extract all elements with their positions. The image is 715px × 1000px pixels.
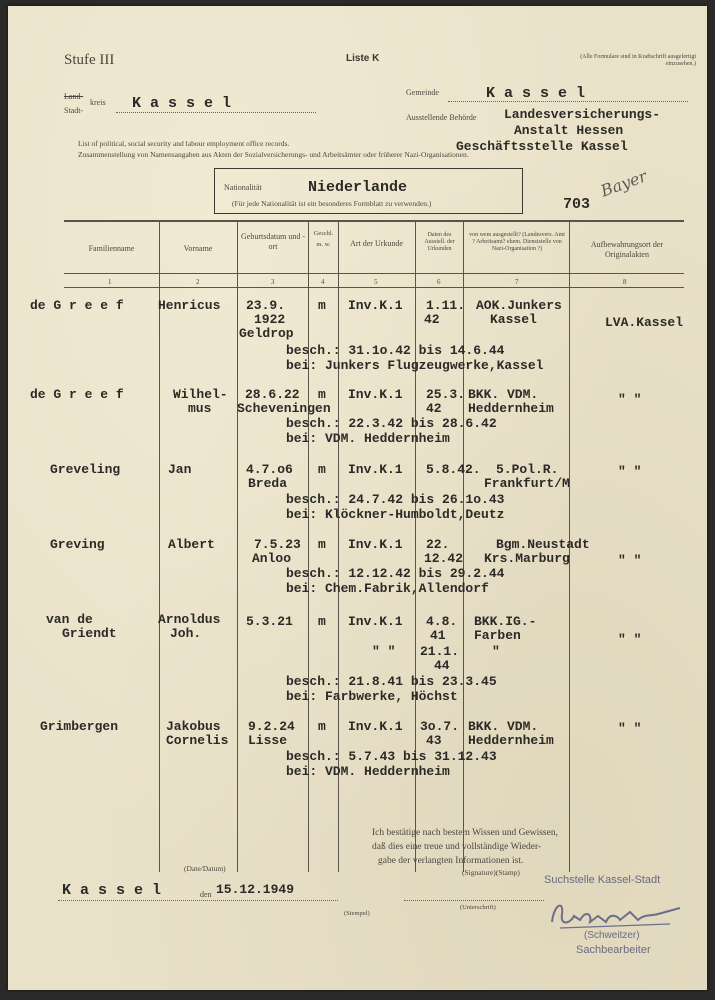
col-number-2: 2 xyxy=(196,278,200,286)
document-sheet xyxy=(8,6,707,990)
issuer: BKK. VDM. xyxy=(468,387,539,402)
footer-place: K a s s e l xyxy=(62,882,162,899)
table-header-rule xyxy=(64,273,684,274)
stufe-label: Stufe III xyxy=(64,52,115,68)
storage-location: " " xyxy=(618,553,642,568)
birth-date: 7.5.23 xyxy=(254,537,301,552)
col-number-4: 4 xyxy=(321,278,325,286)
employer: bei: VDM. Heddernheim xyxy=(286,764,450,779)
given-name: Albert xyxy=(168,537,215,552)
issue-date: 1.11. xyxy=(426,298,466,313)
document-type: Inv.K.1 xyxy=(348,537,403,552)
table-number-rule xyxy=(64,287,684,288)
storage-location: " " xyxy=(618,632,642,647)
land-label: Land- xyxy=(64,92,84,101)
col-number-8: 8 xyxy=(623,278,627,286)
den-label: den xyxy=(200,890,212,899)
issuer-line2: Krs.Marburg xyxy=(484,551,570,566)
document-type: Inv.K.1 xyxy=(348,298,403,313)
stamp-office: Suchstelle Kassel-Stadt xyxy=(544,874,661,886)
list-number: 703 xyxy=(563,196,591,213)
col-number-1: 1 xyxy=(108,278,112,286)
behoerde-line1: Landesversicherungs- xyxy=(504,107,661,122)
stempel-caption: (Stempel) xyxy=(344,910,370,917)
birth-place: Anloo xyxy=(252,551,292,566)
col-divider-1 xyxy=(159,222,160,872)
issue-date-year: 12.42 xyxy=(424,551,464,566)
behoerde-label: Ausstellende Behörde xyxy=(406,113,477,122)
col-number-5: 5 xyxy=(374,278,378,286)
issue-date: 5.8.42. xyxy=(426,462,481,477)
issuer-line2: Frankfurt/M xyxy=(484,476,570,491)
signature-line xyxy=(404,900,544,901)
unterschrift-caption: (Unterschrift) xyxy=(460,904,496,911)
family-name: Grimbergen xyxy=(40,719,119,734)
date-caption: (Date/Datum) xyxy=(184,864,226,873)
col-number-7: 7 xyxy=(515,278,519,286)
issue-date-year: 42 xyxy=(426,401,442,416)
form-note: (Alle Formulare sind in Kraftschrift ausgefertigt einzusehen.) xyxy=(580,54,696,67)
employment-period: besch.: 21.8.41 bis 23.3.45 xyxy=(286,674,497,689)
employment-period: besch.: 5.7.43 bis 31.12.43 xyxy=(286,749,497,764)
issuer: BKK. VDM. xyxy=(468,719,539,734)
sex: m xyxy=(318,298,326,313)
issuer-line2: Kassel xyxy=(490,312,537,327)
col-number-3: 3 xyxy=(271,278,275,286)
kreis-value: K a s s e l xyxy=(132,95,232,112)
issuer: Bgm.Neustadt xyxy=(496,537,590,552)
birth-date: 5.3.21 xyxy=(246,614,293,629)
document-type: Inv.K.1 xyxy=(348,719,403,734)
nationality-note: (Für jede Nationalität ist ein besonderes Formblatt zu verwenden.) xyxy=(232,199,432,208)
sex: m xyxy=(318,614,326,629)
family-name: van de xyxy=(46,612,93,627)
certification-line-2: daß dies eine treue und vollständige Wieder- xyxy=(372,842,542,852)
sex: m xyxy=(318,462,326,477)
issue-date-year: 42 xyxy=(424,312,440,327)
liste-label: Liste K xyxy=(346,53,380,64)
family-name: de G r e e f xyxy=(30,298,124,313)
kreis-underline xyxy=(116,112,316,113)
given-name-line2: Cornelis xyxy=(166,733,229,748)
nationality-value: Niederlande xyxy=(308,179,408,196)
col-header-3: Geburtsdatum und -ort xyxy=(241,232,305,251)
employment-period: besch.: 24.7.42 bis 26.1o.43 xyxy=(286,492,505,507)
signature-caption: (Signature)(Stamp) xyxy=(462,868,520,877)
issue-date-year: 41 xyxy=(430,628,446,643)
birth-date: 28.6.22 xyxy=(245,387,300,402)
birth-date: 4.7.o6 xyxy=(246,462,293,477)
col-header-7: von wem ausgestellt? (Landesvers. Amt ? Arbeitsamt? ehem. Dienststelle von Nazi-Organisation ?) xyxy=(469,232,565,252)
issue-date: 3o.7. xyxy=(420,719,460,734)
issuer: AOK.Junkers xyxy=(476,298,562,313)
stadt-label: Stadt- xyxy=(64,106,84,115)
employment-period: besch.: 22.3.42 bis 28.6.42 xyxy=(286,416,497,431)
col-header-2: Vorname xyxy=(183,244,213,253)
storage-location: " " xyxy=(618,721,642,736)
col-header-4: Geschl. m. w. xyxy=(313,230,334,248)
certification-line-3: gabe der verlangten Informationen ist. xyxy=(378,856,524,866)
given-name: Wilhel- xyxy=(173,387,228,402)
table-top-rule xyxy=(64,220,684,222)
col-header-6: Daten des Ausstell. der Urkunden xyxy=(424,232,455,252)
sex: m xyxy=(318,719,326,734)
birth-place: Scheveningen xyxy=(237,401,331,416)
gemeinde-underline xyxy=(448,101,688,102)
family-name: Greveling xyxy=(50,462,121,477)
date-line xyxy=(58,900,338,901)
employment-period: besch.: 31.1o.42 bis 14.6.44 xyxy=(286,343,505,358)
document-type-ditto: " " xyxy=(372,644,396,659)
given-name: Jakobus xyxy=(166,719,221,734)
col-header-8: Aufbewahrungsort der Originalakten xyxy=(590,240,664,259)
birth-place: Geldrop xyxy=(239,326,294,341)
list-title-de: Zusammenstellung von Namensangaben aus Akten der Sozialversicherungs- und Arbeitsämter oder früherer Nazi-Organisationen. xyxy=(78,150,469,159)
given-name: Jan xyxy=(168,462,192,477)
storage-location: " " xyxy=(618,392,642,407)
issuer-ditto: " xyxy=(492,644,500,659)
footer-date: 15.12.1949 xyxy=(216,882,295,897)
issuer: BKK.IG.- xyxy=(474,614,537,629)
employer: bei: Klöckner-Humboldt,Deutz xyxy=(286,507,505,522)
birth-date: 23.9. xyxy=(246,298,286,313)
col-divider-6 xyxy=(463,222,464,872)
behoerde-line2: Anstalt Hessen xyxy=(514,123,624,138)
storage-location: " " xyxy=(618,464,642,479)
employer: bei: Farbwerke, Höchst xyxy=(286,689,458,704)
given-name: Arnoldus xyxy=(158,612,221,627)
kreis-suffix: kreis xyxy=(90,98,106,107)
certification-line-1: Ich bestätige nach bestem Wissen und Gewissen, xyxy=(372,828,558,838)
issue-date: 22. xyxy=(426,537,450,552)
col-header-1: Familienname xyxy=(88,244,135,253)
col-header-5: Art der Urkunde xyxy=(350,239,403,248)
issuer: 5.Pol.R. xyxy=(496,462,559,477)
signature-scribble xyxy=(540,894,690,934)
storage-location: LVA.Kassel xyxy=(605,315,684,330)
given-name-line2: mus xyxy=(188,401,212,416)
col-divider-2 xyxy=(237,222,238,872)
issuer-line2: Heddernheim xyxy=(468,733,554,748)
document-type: Inv.K.1 xyxy=(348,462,403,477)
issuer-line2: Heddernheim xyxy=(468,401,554,416)
birth-date: 9.2.24 xyxy=(248,719,295,734)
issue-date-2-year: 44 xyxy=(434,658,450,673)
employment-period: besch.: 12.12.42 bis 29.2.44 xyxy=(286,566,505,581)
birth-year: 1922 xyxy=(254,312,286,327)
issue-date: 25.3. xyxy=(426,387,466,402)
sex: m xyxy=(318,387,326,402)
sex: m xyxy=(318,537,326,552)
pencil-note: Bayer xyxy=(598,166,650,201)
list-title-en: List of political, social security and labour employment office records. xyxy=(78,139,290,148)
document-type: Inv.K.1 xyxy=(348,387,403,402)
gemeinde-value: K a s s e l xyxy=(486,85,586,102)
nationality-label: Nationalität xyxy=(224,183,262,192)
employer: bei: Chem.Fabrik,Allendorf xyxy=(286,581,489,596)
stamp-role: Sachbearbeiter xyxy=(576,944,651,956)
family-name: de G r e e f xyxy=(30,387,124,402)
issue-date: 4.8. xyxy=(426,614,458,629)
gemeinde-label: Gemeinde xyxy=(406,88,439,97)
birth-place: Lisse xyxy=(248,733,288,748)
col-number-6: 6 xyxy=(437,278,441,286)
family-name: Greving xyxy=(50,537,105,552)
given-name: Henricus xyxy=(158,298,221,313)
birth-place: Breda xyxy=(248,476,288,491)
given-name-line2: Joh. xyxy=(170,626,202,641)
behoerde-line3: Geschäftsstelle Kassel xyxy=(456,139,628,154)
document-type: Inv.K.1 xyxy=(348,614,403,629)
issuer-line2: Farben xyxy=(474,628,521,643)
family-name-line2: Griendt xyxy=(62,626,117,641)
issue-date-year: 43 xyxy=(426,733,442,748)
employer: bei: Junkers Flugzeugwerke,Kassel xyxy=(286,358,544,373)
issue-date-2: 21.1. xyxy=(420,644,460,659)
employer: bei: VDM. Heddernheim xyxy=(286,431,450,446)
stamp-name: (Schweitzer) xyxy=(584,930,640,941)
